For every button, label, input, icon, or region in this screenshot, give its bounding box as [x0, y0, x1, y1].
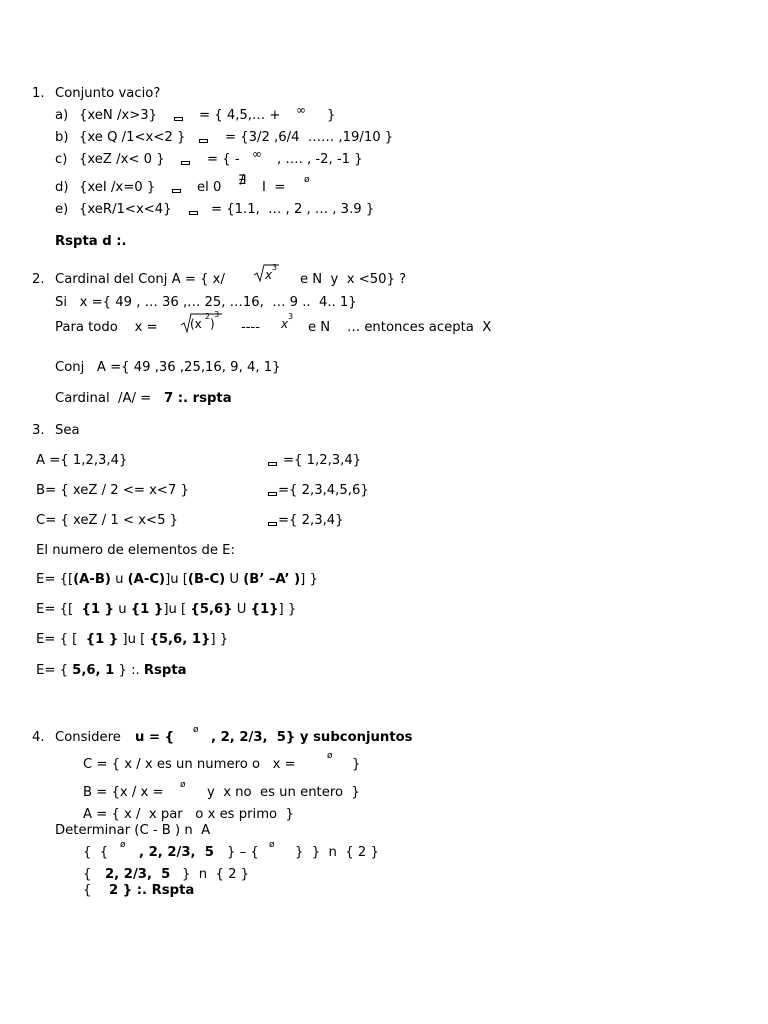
q4-step1-c: } – { [227, 845, 259, 860]
empty-set-symbol: ø [193, 725, 199, 735]
small-box-symbol [199, 139, 208, 143]
q2-line2: Si x ={ 49 , … 36 ,… 25, …16, … 9 .. 4.. 1} [55, 295, 357, 310]
q4-step2-b: 2, 2/3, 5 [105, 867, 171, 882]
q1-a-eq: = { 4,5,… + [199, 108, 281, 123]
q1-b-eq: = {3/2 ,6/4 …… ,19/10 } [225, 130, 394, 145]
q1-c-set: {xeZ /x< 0 } [79, 152, 165, 167]
root-exponent: 2 [205, 312, 211, 321]
q3-set-a-def: A ={ 1,2,3,4} [36, 453, 128, 468]
q4-line1-c: , 2, 2/3, 5} y subconjuntos [211, 730, 413, 745]
q2-number: 2. [32, 272, 45, 287]
root-radicand: x [265, 268, 273, 282]
q4-number: 4. [32, 730, 45, 745]
q2-dash: ---- [241, 320, 261, 335]
q4-set-c-line: C = { x / x es un numero o x = [83, 757, 296, 772]
q2-line5-a: Cardinal /A/ = [55, 391, 152, 406]
empty-set-symbol: ø [269, 840, 275, 850]
q3-set-b-eq: ={ 2,3,4,5,6} [278, 483, 369, 498]
q3-set-c-def: C= { xeZ / 1 < x<5 } [36, 513, 179, 528]
q4-universe-open: u = { [135, 730, 175, 745]
small-box-symbol [189, 211, 198, 215]
q1-title: Conjunto vacio? [55, 86, 161, 101]
q2-line3-b: e N … entonces acepta X [308, 320, 492, 335]
q2-answer: 7 :. rspta [164, 391, 232, 406]
x-exponent: 3 [288, 312, 294, 321]
q1-c-label: c) [55, 152, 68, 167]
q1-c-rest: , …. , -2, -1 } [277, 152, 363, 167]
q4-determine: Determinar (C - B ) n A [55, 823, 211, 838]
q3-set-a-eq: ={ 1,2,3,4} [283, 453, 362, 468]
q4-step2-c: } n { 2 } [182, 867, 250, 882]
q4-step1-b: , 2, 2/3, 5 [139, 845, 214, 860]
q3-expression-line-2: E= {[ {1 } u {1 }]u [ {5,6} U {1}] } [36, 602, 297, 617]
q1-a-set: {xeN /x>3} [79, 108, 158, 123]
root-paren-close: ) [210, 317, 215, 331]
q1-number: 1. [32, 86, 45, 101]
q2-line1-a: Cardinal del Conj A = { x/ [55, 272, 225, 287]
empty-set-symbol: ø [304, 175, 310, 185]
small-box-symbol [181, 161, 190, 165]
q2-line4: Conj A ={ 49 ,36 ,25,16, 9, 4, 1} [55, 360, 281, 375]
q3-title: Sea [55, 423, 80, 438]
small-box-symbol [268, 522, 277, 526]
q1-e-label: e) [55, 202, 69, 217]
q4-set-b-line-b: y x no es un entero } [207, 785, 360, 800]
q3-expression-line-1: E= {[(A-B) u (A-C)]u [(B-C) U (B’ –A’ )] } [36, 572, 318, 587]
empty-set-symbol: ø [180, 780, 186, 790]
small-box-symbol [172, 189, 181, 193]
small-box-symbol [174, 117, 183, 121]
q4-step1-a: { { [83, 845, 109, 860]
q1-d-mid: el 0 [197, 180, 222, 195]
root-exponent: 3 [214, 310, 220, 319]
q1-b-label: b) [55, 130, 69, 145]
q3-set-b-def: B= { xeZ / 2 <= x<7 } [36, 483, 189, 498]
q1-d-set: {xeI /x=0 } [79, 180, 156, 195]
q4-line1-a: Considere [55, 730, 121, 745]
q1-c-eq: = { - [207, 152, 240, 167]
q3-expression-line-3: E= { [ {1 } ]u [ {5,6, 1}] } [36, 632, 229, 647]
q1-b-set: {xe Q /1<x<2 } [79, 130, 186, 145]
q1-d-eq-i: I = [262, 180, 286, 195]
q4-step2-a: { [83, 867, 92, 882]
q4-answer: 2 } :. Rspta [109, 883, 195, 898]
q4-step1-d: } } n { 2 } [295, 845, 379, 860]
q4-set-c-close: } [352, 757, 361, 772]
q4-set-b-line-a: B = {x / x = [83, 785, 164, 800]
root-exponent: 3 [272, 263, 278, 272]
q1-answer: Rspta d :. [55, 234, 127, 249]
empty-set-symbol: ø [120, 840, 126, 850]
q2-line3-a: Para todo x = [55, 320, 158, 335]
q3-elements-text: El numero de elementos de E: [36, 543, 235, 558]
q1-a-close: } [327, 108, 336, 123]
root-radicand: (x [190, 317, 202, 331]
q3-number: 3. [32, 423, 45, 438]
q4-set-a-line: A = { x / x par o x es primo } [83, 807, 294, 822]
q3-set-c-eq: ={ 2,3,4} [278, 513, 344, 528]
q1-e-set: {xeR/1<x<4} [79, 202, 172, 217]
infinity-symbol: ∞ [252, 147, 262, 161]
q1-d-label: d) [55, 180, 69, 195]
small-box-symbol [268, 462, 277, 466]
q1-a-label: a) [55, 108, 69, 123]
small-box-symbol [268, 492, 277, 496]
q4-step3-a: { [83, 883, 92, 898]
q2-x-variable: x [281, 317, 289, 331]
q3-expression-line-4: E= { 5,6, 1 } :. Rspta [36, 663, 187, 678]
q1-e-eq: = {1.1, … , 2 , … , 3.9 } [211, 202, 375, 217]
empty-set-symbol: ø [327, 751, 333, 761]
q2-line1-b: e N y x <50} ? [300, 272, 407, 287]
not-exists-symbol: ∄ [238, 173, 247, 188]
infinity-symbol: ∞ [296, 103, 306, 117]
